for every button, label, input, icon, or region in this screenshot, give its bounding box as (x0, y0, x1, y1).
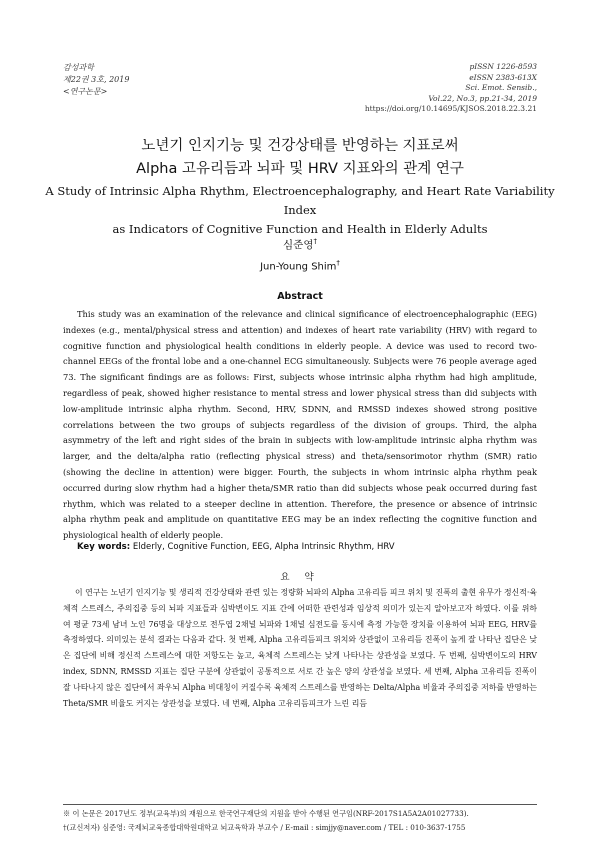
author-korean (0, 237, 600, 252)
doi-link[interactable]: https://doi.org/10.14695/KJSOS.2018.22.3.21 (364, 104, 537, 113)
journal-abbreviation: Sci. Emot. Sensib., (465, 83, 537, 92)
abstract-text: This study was an examination of the relevance and clinical significance of electroencephalographic (EEG) indexes (e.g., mental/physical stress and attention) and indexes of heart rate variability (HRV) with regard to cognitive function and physiological health conditions in elderly people. A device was used to record two-channel EEGs of the frontal lobe and a one-channel ECG simultaneously. Subjects were 76 people average aged 73. The significant findings are as follows: First, subjects whose intrinsic alpha rhythm had high amplitude, regardless of peak, showed higher resistance to mental stress and lower physical stress than did subjects with low-amplitude intrinsic alpha rhythm. Second, HRV, SDNN, and RMSSD indexes showed strong positive correlations between the two groups of subjects regardless of the division of groups. Third, the alpha asymmetry of the left and right sides of the brain in subjects with low-amplitude intrinsic alpha rhythm was larger, and the delta/alpha ratio (reflecting physical stress) and theta/sensorimotor rhythm (SMR) ratio (showing the decline in attention) were bigger. Fourth, the subjects in whom intrinsic alpha rhythm peak occurred during slow rhythm had a higher theta/SMR ratio than did subjects whose peak occurred during fast rhythm, which was related to a steeper decline in attention. Therefore, the presence or absence of intrinsic alpha rhythm peak and amplitude on quantitative EEG may be an index reflecting the cognitive function and physiological health of elderly people. (63, 309, 537, 541)
english-title-line-1: A Study of Intrinsic Alpha Rhythm, Electroencephalography, and Heart Rate Variability Index (45, 184, 555, 217)
keywords-label: Key words: (77, 542, 131, 552)
author-english (0, 259, 600, 272)
volume-pages: Vol.22, No.3, pp.21-34, 2019 (428, 93, 537, 103)
journal-name: 감성과학 (63, 63, 94, 72)
article-type: <연구논문> (63, 87, 108, 96)
keywords (77, 542, 547, 552)
funding-footnote: ※ 이 논문은 2017년도 정부(교육부)의 재원으로 한국연구재단의 지원을 받아 수행된 연구임(NRF-2017S1A5A2A01027733). (63, 809, 469, 818)
journal-volume: 제22권 3호, 2019 (63, 75, 130, 84)
pissn: pISSN 1226-8593 (469, 62, 537, 71)
abstract-heading: Abstract (277, 291, 323, 302)
keywords-text: Elderly, Cognitive Function, EEG, Alpha Intrinsic Rhythm, HRV (132, 542, 395, 552)
corresponding-author-footnote: †(교신저자) 심준영: 국제뇌교육종합대학원대학교 뇌교육학과 부교수 / E-mail : simjjy@naver.com / TEL : 010-3637-1755 (63, 823, 466, 832)
korean-summary-heading: 요 약 (280, 572, 320, 583)
corresponding-author-mark-en: † (336, 259, 340, 267)
english-title-line-2: as Indicators of Cognitive Function and Health in Elderly Adults (112, 222, 488, 236)
corresponding-author-mark: † (313, 237, 317, 246)
korean-title-line-1: 노년기 인지기능 및 건강상태를 반영하는 지표로써 (141, 138, 459, 154)
author-name-english: Jun-Young Shim (260, 261, 337, 273)
korean-summary-text: 이 연구는 노년기 인지기능 및 생리적 건강상태와 관련 있는 정량화 뇌파의 Alpha 고유리듬 피크 위치 및 진폭의 출현 유무가 정신적·육체적 스트레스, 주의집중 등의 뇌파 지표들과 심박변이도 지표 간에 어떠한 관련성과 임상적 의미가 있는지 알아보고자 하였다. 이를 위하여 평균 73세 남녀 노인 76명을 대상으로 전두엽 2채널 뇌파와 1채널 심전도를 동시에 측정 가능한 장치를 이용하여 뇌파 EEG, HRV를 측정하였다. 의미있는 분석 결과는 다음과 같다. 첫 번째, Alpha 고유리듬피크 위치와 상관없이 고유리듬 진폭이 높게 잘 나타난 집단은 낮은 집단에 비해 정신적 스트레스에 대한 저항도는 높고, 육체적 스트레스는 낮게 나타나는 상관성을 보였다. 두 번째, 심박변이도의 HRV index, SDNN, RMSSD 지표는 집단 구분에 상관없이 공통적으로 서로 간 높은 양의 상관성을 보였다. 세 번째, Alpha 고유리듬 진폭이 잘 나타나지 않은 집단에서 좌우뇌 Alpha 비대칭이 커질수록 육체적 스트레스를 반영하는 Delta/Alpha 비율과 주의집중 저하를 반영하는 Theta/SMR 비율도 커지는 상관성을 보였다. 네 번째, Alpha 고유리듬피크가 느린 리듬 (63, 588, 537, 708)
korean-title (40, 135, 560, 181)
journal-header-left (63, 62, 129, 98)
eissn: eISSN 2383-613X (469, 72, 537, 82)
author-name-korean: 심준영 (283, 239, 314, 251)
footnote-divider (63, 804, 537, 805)
korean-title-line-2: Alpha 고유리듬과 뇌파 및 HRV 지표와의 관계 연구 (136, 161, 464, 177)
journal-header-right (365, 62, 537, 115)
english-title (40, 182, 560, 239)
